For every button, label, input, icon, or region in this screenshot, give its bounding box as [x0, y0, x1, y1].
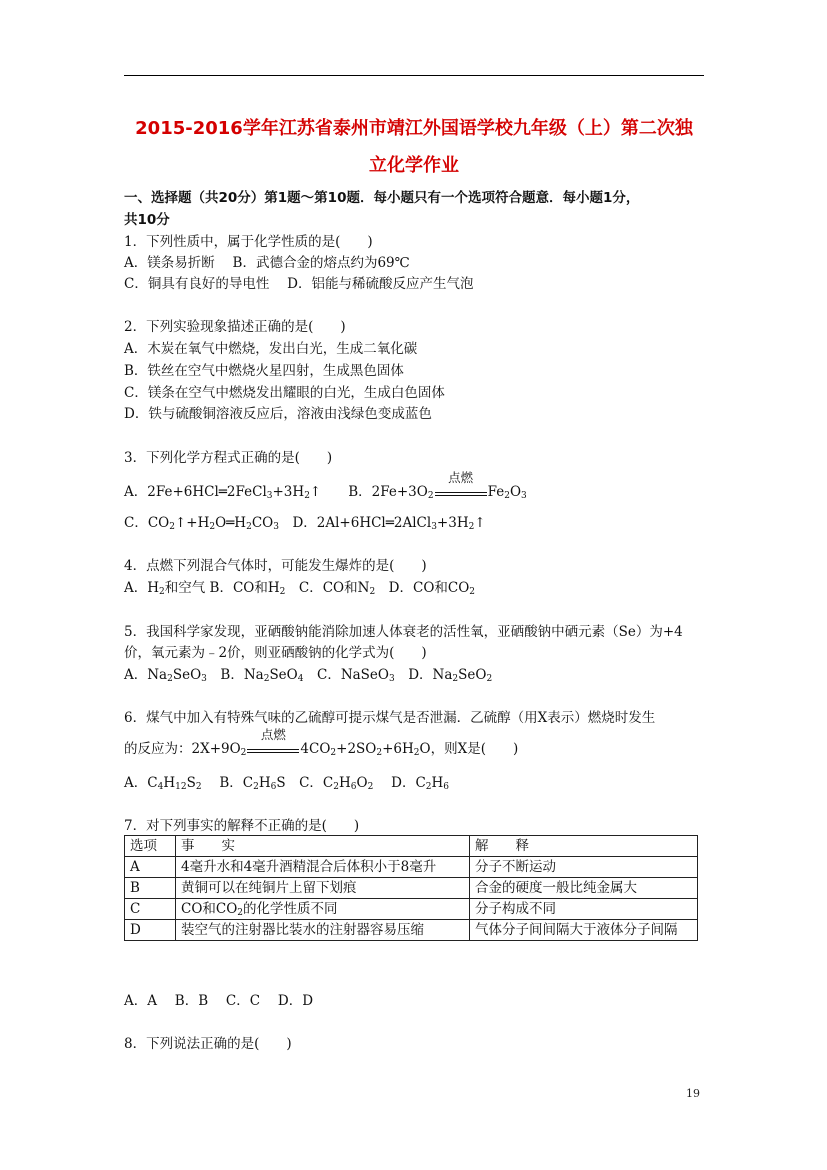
- q1-stem: 1．下列性质中，属于化学性质的是( ): [124, 234, 373, 250]
- q7-stem: 7．对下列事实的解释不正确的是( ): [124, 818, 360, 834]
- table-row: [125, 899, 698, 920]
- table-header-cell: 选项: [125, 836, 176, 857]
- table-cell: 分子不断运动: [470, 857, 698, 878]
- q2-option-c: C．镁条在空气中燃烧发出耀眼的白光，生成白色固体: [124, 385, 445, 401]
- q2-option-d: D．铁与硫酸铜溶液反应后，溶液由浅绿色变成蓝色: [124, 406, 432, 422]
- table-cell: 气体分子间间隔大于液体分子间隔: [470, 920, 698, 941]
- section-heading-line2: 共10分: [124, 212, 170, 228]
- table-cell: 装空气的注射器比装水的注射器容易压缩: [176, 920, 470, 941]
- page-title-line1: 2015-2016学年江苏省泰州市靖江外国语学校九年级（上）第二次独: [135, 118, 693, 139]
- table-cell: 分子构成不同: [470, 899, 698, 920]
- section-heading-line1: 一、选择题（共20分）第1题～第10题．每小题只有一个选项符合题意．每小题1分，: [124, 190, 640, 206]
- reaction-condition-arrow: 点燃: [247, 742, 299, 753]
- page-title-line2: 立化学作业: [369, 155, 459, 176]
- reaction-condition-arrow: 点燃: [435, 485, 487, 496]
- q2-option-a: A．木炭在氧气中燃烧，发出白光，生成二氧化碳: [124, 341, 418, 357]
- table-row: [125, 878, 698, 899]
- table-row: [125, 857, 698, 878]
- q3-options-line1: A．$2Fe+6HCl═2FeCl_3+3H_2↑$ B．$2Fe+3O_2$ 点燃 $Fe_2O_3$: [124, 470, 527, 501]
- q4-stem: 4．点燃下列混合气体时，可能发生爆炸的是( ): [124, 558, 427, 574]
- table-cell: CO和$CO_2$的化学性质不同: [176, 899, 470, 920]
- page-number: 19: [686, 1087, 700, 1100]
- table-row: [125, 920, 698, 941]
- q3-stem: 3．下列化学方程式正确的是( ): [124, 450, 333, 466]
- table-header-cell: 事 实: [176, 836, 470, 857]
- table-header-cell: 解 释: [470, 836, 698, 857]
- table-cell: 黄铜可以在纯铜片上留下划痕: [176, 878, 470, 899]
- q2-option-b: B．铁丝在空气中燃烧火星四射，生成黑色固体: [124, 363, 404, 379]
- q8-stem: 8．下列说法正确的是( ): [124, 1036, 292, 1052]
- q7-options: A．A B．B C．C D．D: [124, 993, 314, 1009]
- q5-stem-line2: 价，氧元素为﹣2价，则亚硒酸钠的化学式为( ): [124, 645, 427, 661]
- table-cell: B: [125, 878, 176, 899]
- header-rule: [124, 75, 704, 76]
- table-cell: A: [125, 857, 176, 878]
- q6-stem-line1: 6．煤气中加入有特殊气味的乙硫醇可提示煤气是否泄漏．乙硫醇（用X表示）燃烧时发生: [124, 710, 656, 726]
- q2-stem: 2．下列实验现象描述正确的是( ): [124, 319, 346, 335]
- table-cell: C: [125, 899, 176, 920]
- q3-options-line2: C．$CO_2↑+H_2O═H_2CO_3$ D．$2Al+6HCl═2AlCl_3+3H_2↑$: [124, 515, 486, 532]
- q5-options: A．$Na_2SeO_3$ B．$Na_2SeO_4$ C．NaSeO$_3$ D．$Na_2SeO_2$: [124, 667, 493, 684]
- table-cell: 合金的硬度一般比纯金属大: [470, 878, 698, 899]
- q1-options-line2: C．铜具有良好的导电性 D．铝能与稀硫酸反应产生气泡: [124, 276, 474, 292]
- table-header-row: [125, 836, 698, 857]
- q6-options: A．$C_4H_{12}S_2$ B．$C_2H_6S$ C．$C_2H_6O_2$ D．$C_2H_6$: [124, 775, 450, 792]
- table-cell: D: [125, 920, 176, 941]
- q4-options: A．$H_2$和空气 B．CO和$H_2$ C．CO和$N_2$ D．CO和$CO_2$: [124, 580, 476, 597]
- q6-reaction-line: 的反应为：$2X+9O_2$ 点燃 $4CO_2+2SO_2+6H_2O$，则X是( ): [124, 727, 519, 758]
- q1-options-line1: A．镁条易折断 B．武德合金的熔点约为69℃: [124, 255, 410, 271]
- q7-facts-table: [124, 835, 698, 941]
- q5-stem-line1: 5．我国科学家发现，亚硒酸钠能消除加速人体衰老的活性氧，亚硒酸钠中硒元素（Se）为+4: [124, 624, 683, 640]
- table-cell: 4毫升水和4毫升酒精混合后体积小于8毫升: [176, 857, 470, 878]
